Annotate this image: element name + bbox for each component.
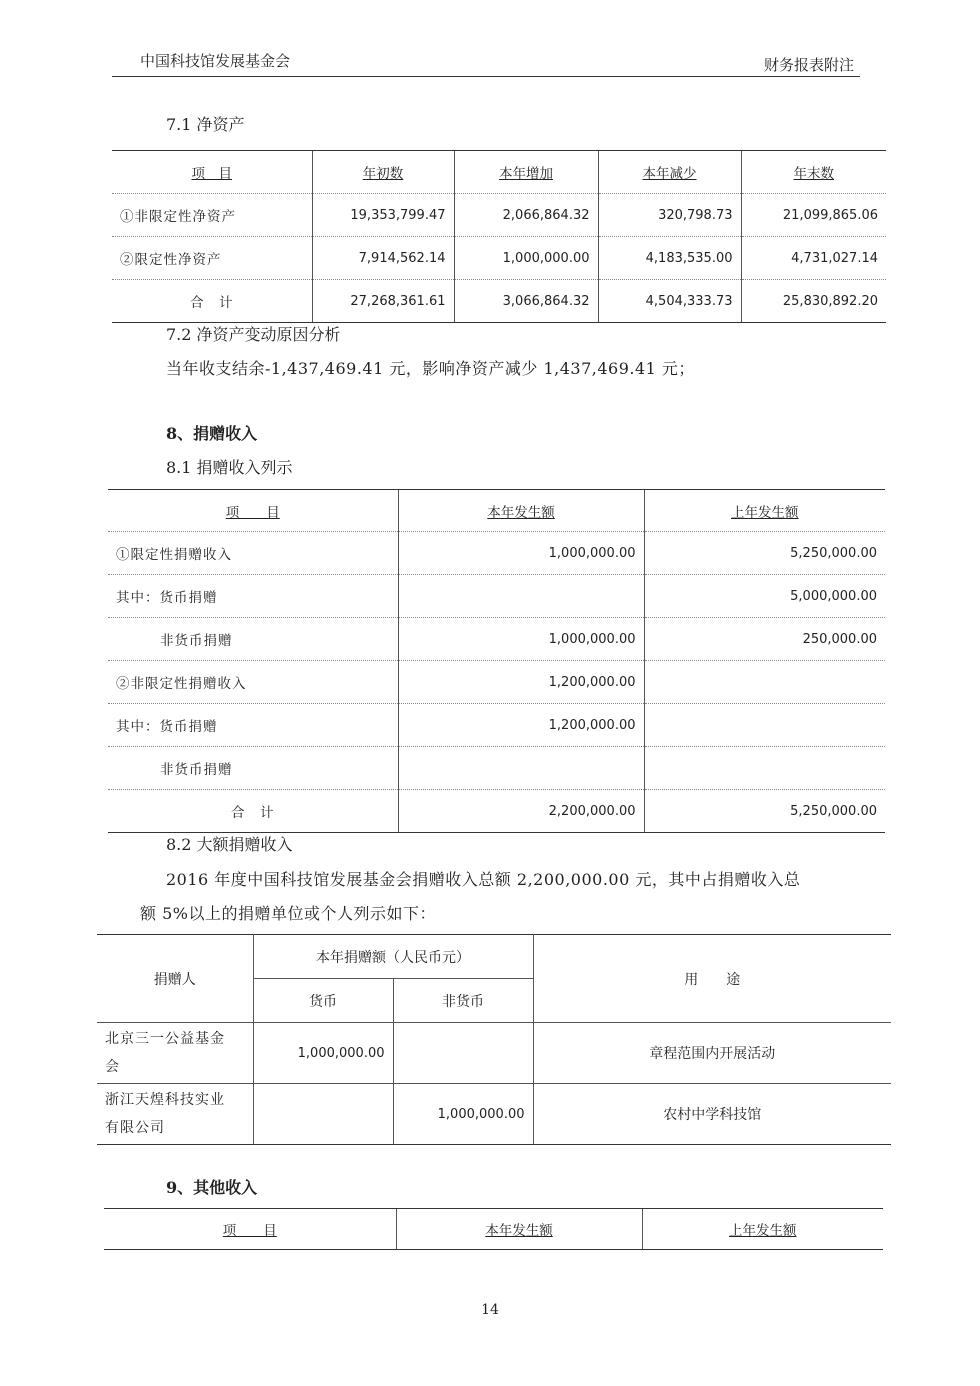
col-header: 项 目 [112, 151, 312, 194]
col-header: 本年发生额 [398, 490, 644, 532]
col-header: 本年减少 [598, 151, 741, 194]
cell-value [398, 575, 644, 618]
section-8-2-line2: 额 5%以上的捐赠单位或个人列示如下： [140, 904, 436, 923]
donor-name: 浙江天煌科技实业 有限公司 [97, 1084, 253, 1145]
col-header: 项 目 [108, 490, 398, 532]
cell-value: 1,000,000.00 [398, 618, 644, 661]
col-header: 上年发生额 [642, 1209, 883, 1250]
row-label: 非货币捐赠 [108, 618, 398, 661]
cell-value: 4,731,027.14 [741, 237, 886, 280]
cell-value: 320,798.73 [598, 194, 741, 237]
row-label: 合 计 [112, 280, 312, 323]
section-8-title: 8、捐赠收入 [166, 424, 258, 443]
cell-use: 章程范围内开展活动 [533, 1023, 891, 1084]
cell-value: 7,914,562.14 [312, 237, 454, 280]
row-label: ①非限定性净资产 [112, 194, 312, 237]
net-assets-table [112, 150, 886, 323]
cell-value: 2,066,864.32 [454, 194, 598, 237]
section-7-2-text: 当年收支结余-1,437,469.41 元，影响净资产减少 1,437,469.41 元； [166, 359, 695, 378]
table-row [108, 618, 885, 661]
table-row [108, 661, 885, 704]
page-header [112, 46, 860, 77]
section-8-2-line1: 2016 年度中国科技馆发展基金会捐赠收入总额 2,200,000.00 元，其中占捐赠收入总 [166, 870, 801, 889]
section-8-2-title: 8.2 大额捐赠收入 [166, 835, 293, 854]
table-row [112, 237, 886, 280]
cell-value: 1,000,000.00 [253, 1023, 393, 1084]
table-row [108, 575, 885, 618]
cell-value [644, 747, 885, 790]
cell-value: 1,200,000.00 [398, 661, 644, 704]
header-org: 中国科技馆发展基金会 [140, 52, 291, 70]
col-header-donor: 捐赠人 [97, 935, 253, 1023]
cell-value [398, 747, 644, 790]
cell-value: 5,000,000.00 [644, 575, 885, 618]
donation-income-table [108, 489, 885, 833]
section-7-1-title: 7.1 净资产 [166, 115, 245, 134]
cell-value: 1,200,000.00 [398, 704, 644, 747]
cell-value: 21,099,865.06 [741, 194, 886, 237]
table-row-total [108, 790, 885, 833]
col-header-noncash: 非货币 [393, 979, 533, 1023]
col-header: 上年发生额 [644, 490, 885, 532]
col-header-amount: 本年捐赠额（人民币元） [253, 935, 533, 979]
cell-value: 3,066,864.32 [454, 280, 598, 323]
cell-value [253, 1084, 393, 1145]
cell-value [644, 704, 885, 747]
table-row [112, 194, 886, 237]
cell-value [393, 1023, 533, 1084]
cell-value: 4,183,535.00 [598, 237, 741, 280]
large-donations-table [97, 934, 891, 1145]
col-header: 本年发生额 [396, 1209, 642, 1250]
cell-value: 25,830,892.20 [741, 280, 886, 323]
table-row [108, 747, 885, 790]
cell-value: 2,200,000.00 [398, 790, 644, 833]
table-row [97, 1023, 891, 1084]
row-label: 其中：货币捐赠 [108, 704, 398, 747]
row-label: ①限定性捐赠收入 [108, 532, 398, 575]
row-label: 其中：货币捐赠 [108, 575, 398, 618]
cell-value: 1,000,000.00 [393, 1084, 533, 1145]
section-8-1-title: 8.1 捐赠收入列示 [166, 458, 293, 477]
row-label: 非货币捐赠 [108, 747, 398, 790]
cell-value [644, 661, 885, 704]
row-label: ②限定性净资产 [112, 237, 312, 280]
col-header-cash: 货币 [253, 979, 393, 1023]
section-9-title: 9、其他收入 [166, 1178, 258, 1197]
other-income-table [104, 1208, 883, 1250]
cell-value: 27,268,361.61 [312, 280, 454, 323]
cell-value: 5,250,000.00 [644, 790, 885, 833]
table-row-total [112, 280, 886, 323]
header-doc-type: 财务报表附注 [763, 56, 854, 74]
table-row [97, 1084, 891, 1145]
cell-value: 19,353,799.47 [312, 194, 454, 237]
row-label: 合 计 [108, 790, 398, 833]
cell-value: 4,504,333.73 [598, 280, 741, 323]
cell-value: 5,250,000.00 [644, 532, 885, 575]
page-number: 14 [481, 1302, 499, 1318]
table-row [108, 704, 885, 747]
cell-value: 250,000.00 [644, 618, 885, 661]
col-header: 年末数 [741, 151, 886, 194]
col-header-use: 用 途 [533, 935, 891, 1023]
col-header: 本年增加 [454, 151, 598, 194]
cell-value: 1,000,000.00 [398, 532, 644, 575]
col-header: 年初数 [312, 151, 454, 194]
donor-name: 北京三一公益基金 会 [97, 1023, 253, 1084]
table-row [108, 532, 885, 575]
section-7-2-title: 7.2 净资产变动原因分析 [166, 325, 341, 344]
cell-use: 农村中学科技馆 [533, 1084, 891, 1145]
row-label: ②非限定性捐赠收入 [108, 661, 398, 704]
cell-value: 1,000,000.00 [454, 237, 598, 280]
col-header: 项 目 [104, 1209, 396, 1250]
